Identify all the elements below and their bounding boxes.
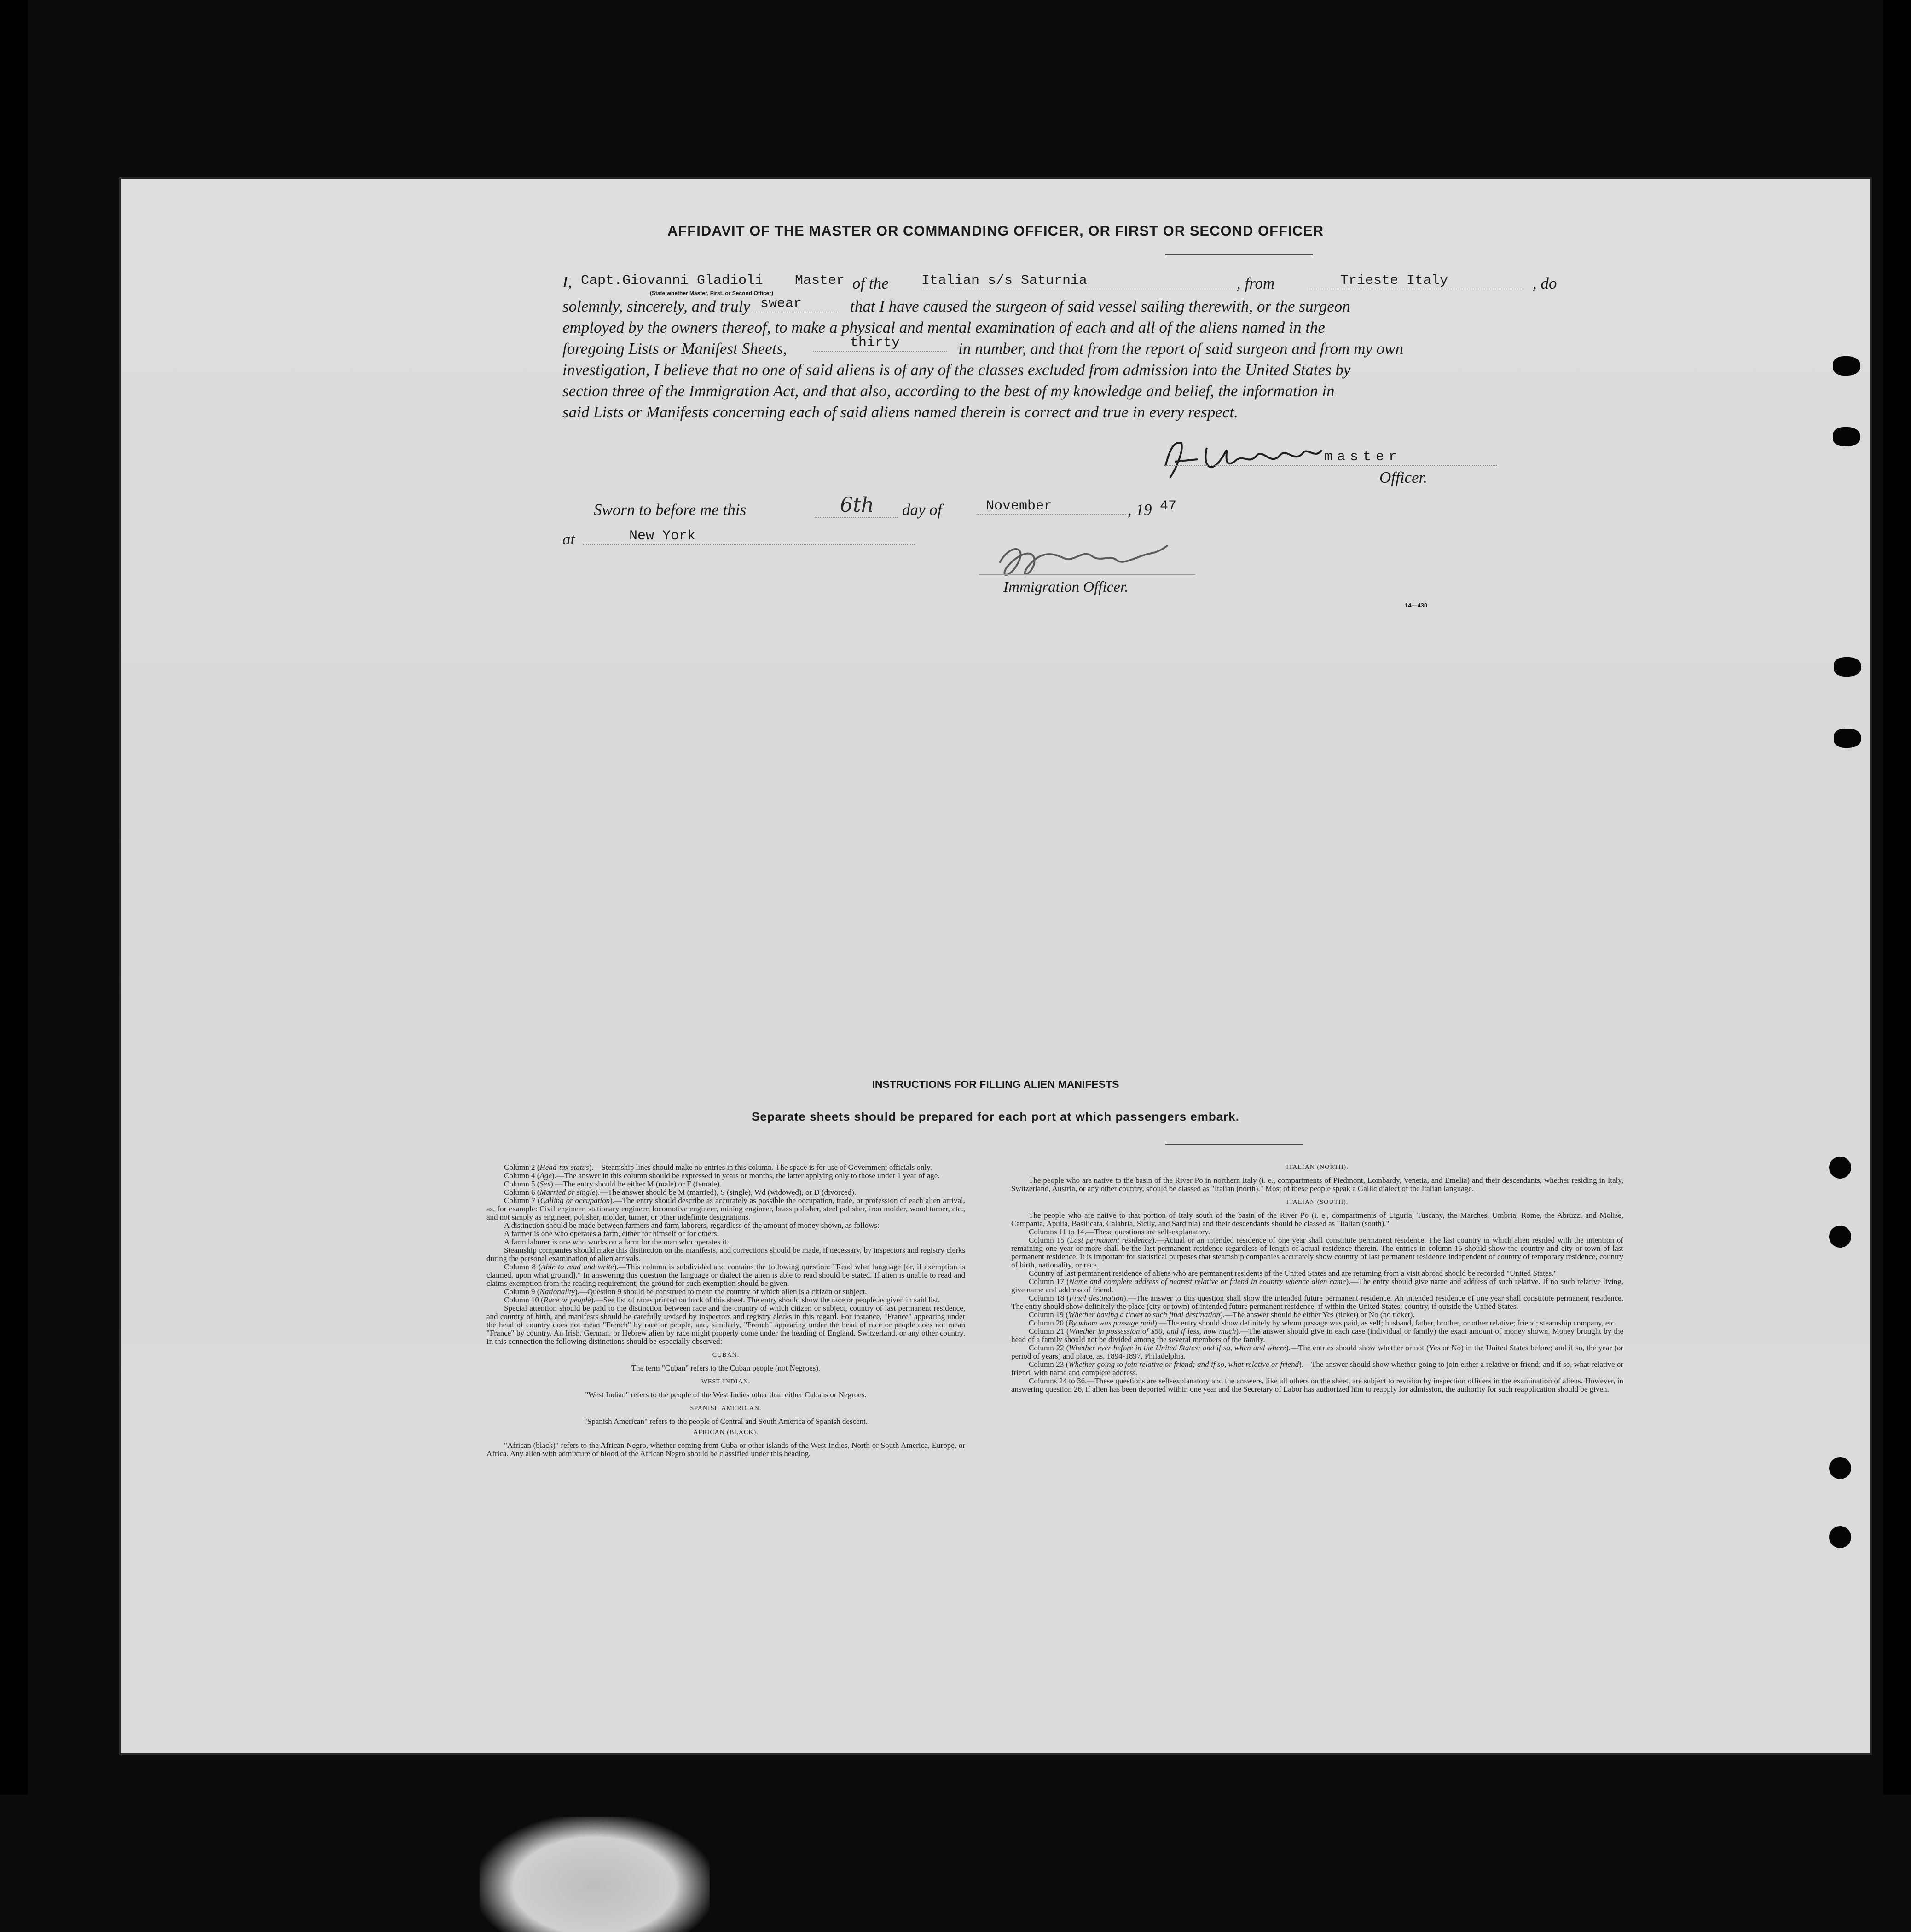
- definition-text: "African (black)" refers to the African Negro, whether coming from Cuba or other islands of the West Indies, North or South America, Europe, or Africa. Any alien with admixture of blood of the African Negro should be classified under this heading.: [486, 1441, 965, 1458]
- section-heading: AFRICAN (BLACK).: [693, 1429, 759, 1436]
- sworn-day: 6th: [815, 493, 898, 518]
- definition-text: The people who are native to that portion of Italy south of the basin of the River Po (i. e., compartments of Liguria, Tuscany, the Marches, Umbria, Rome, the Abruzzi and Molise, Campania, Apulia, Basilicata, Calabria, Sicily, and Sardinia) and their descendants should be classed as "Italian (south).": [1011, 1211, 1623, 1228]
- manifest-count-rest: in number, and that from the report of said surgeon and from my own: [958, 340, 1404, 358]
- form-number: 14—430: [1405, 602, 1428, 609]
- punch-hole-icon: [1829, 1457, 1851, 1479]
- master-rank: Master: [795, 273, 845, 289]
- title-rule: [1165, 254, 1313, 255]
- definition-text: "Spanish American" refers to the people of Central and South America of Spanish descent.: [584, 1417, 868, 1426]
- instruction-column-23: Column 23 (Whether going to join relative or friend; and if so, what relative or friend).—The answer should show whether going to join either a relative or friend; and if so, what relative or friend, with name and complete address.: [1011, 1360, 1624, 1377]
- instruction-column-10: Column 10 (Race or people).—See list of races printed on back of this sheet. The entry should show the race or people as given in said list.: [504, 1296, 940, 1304]
- of-the-label: of the: [852, 274, 889, 292]
- vessel-name: Italian s/s Saturnia: [921, 273, 1244, 289]
- punch-hole-icon: [1829, 1226, 1851, 1248]
- instructions-left-column: [486, 1163, 965, 1458]
- instruction-paragraph: A distinction should be made between farmers and farm laborers, regardless of the amount of money shown, as follows:: [504, 1221, 880, 1230]
- instruction-column-9: Column 9 (Nationality).—Question 9 should be construed to mean the country of which alien is a citizen or subject.: [504, 1287, 867, 1296]
- day-of-label: day of: [902, 501, 942, 519]
- immigration-officer-signature: [990, 535, 1175, 586]
- instruction-paragraph: A farm laborer is one who works on a farm for the man who operates it.: [504, 1238, 729, 1246]
- sworn-label: Sworn to before me this: [594, 501, 747, 519]
- punch-hole-icon: [1829, 1157, 1851, 1179]
- instruction-column-19: Column 19 (Whether having a ticket to such final destination).—The answer should be either Yes (ticket) or No (no ticket).: [1029, 1310, 1415, 1319]
- section-heading: ITALIAN (NORTH).: [1286, 1164, 1349, 1171]
- instruction-paragraph: Columns 11 to 14.—These questions are self-explanatory.: [1029, 1227, 1210, 1236]
- binder-clip-icon: [1833, 356, 1860, 376]
- instruction-paragraph: A farmer is one who operates a farm, either for himself or for others.: [504, 1229, 719, 1238]
- section-heading: SPANISH AMERICAN.: [690, 1405, 762, 1412]
- definition-text: The people who are native to the basin of the River Po in northern Italy (i. e., compartments of Piedmont, Lombardy, Venetia, and Emelia) and their descendants, whether residing in Italy, Switzerland, Austria, or any other country, should be classed as "Italian (north)." Most of these people speak a Gallic dialect of the Italian language.: [1011, 1176, 1623, 1193]
- paper-damage: [480, 1817, 710, 1932]
- instructions-title: INSTRUCTIONS FOR FILLING ALIEN MANIFESTS: [872, 1078, 1119, 1090]
- rank-hint: (State whether Master, First, or Second Officer): [650, 290, 774, 296]
- officer-label: Officer.: [1379, 469, 1428, 486]
- signer-title: master: [1165, 449, 1497, 466]
- binder-clip-icon: [1834, 729, 1861, 748]
- oath-intro: solemnly, sincerely, and truly: [562, 297, 750, 315]
- instruction-column-5: Column 5 (Sex).—The entry should be either M (male) or F (female).: [504, 1180, 722, 1188]
- manifest-count-intro: foregoing Lists or Manifest Sheets,: [562, 340, 787, 358]
- manifest-page: [121, 179, 1870, 1753]
- master-name: Capt.Giovanni Gladioli: [581, 273, 764, 289]
- definition-text: "West Indian" refers to the people of the West Indies other than either Cubans or Negroes.: [585, 1390, 867, 1399]
- section-heading: WEST INDIAN.: [701, 1378, 751, 1385]
- instruction-paragraph: Steamship companies should make this distinction on the manifests, and corrections should be made, if necessary, by inspectors and registry clerks during the personal examination of alien arrivals.: [486, 1246, 965, 1263]
- scan-border-left: [0, 0, 28, 1795]
- instruction-paragraph: Columns 24 to 36.—These questions are self-explanatory and the answers, like all others on the sheet, are subject to revision by inspection officers in the examination of aliens. However, in answering question 26, if alien has been deported within one year and the Secretary of Labor has authorized him to reapply for admission, the authority for such reapplication should be given.: [1011, 1377, 1623, 1394]
- instruction-column-4: Column 4 (Age).—The answer in this column should be expressed in years or months, the latter applying only to those under 1 year of age.: [504, 1171, 940, 1180]
- affidavit-prefix: I,: [562, 273, 572, 291]
- instruction-column-6: Column 6 (Married or single).—The answer should be M (married), S (single), Wd (widowed), or D (divorced).: [504, 1188, 857, 1197]
- binder-clip-icon: [1834, 657, 1861, 677]
- instructions-right-column: [1011, 1163, 1623, 1394]
- instruction-column-22: Column 22 (Whether ever before in the United States; and if so, when and where).—The entries should show whether or not (Yes or No) in the United States before; and if so, the year (or period of years) and place, as, 1894-1897, Philadelphia.: [1011, 1343, 1623, 1360]
- instruction-column-18: Column 18 (Final destination).—The answer to this question shall show the intended future permanent residence. An intended residence of one year shall constitute permanent residence. The entry should show definitely the place (city or town) of intended future permanent residence, if within the United States; country, if outside the United States.: [1011, 1294, 1623, 1311]
- instruction-column-21: Column 21 (Whether in possession of $50, and if less, how much).—The answer should give in each case (individual or family) the exact amount of money shown. Money brought by the head of a family should not be divided among the several members of the family.: [1011, 1327, 1623, 1344]
- affidavit-title: AFFIDAVIT OF THE MASTER OR COMMANDING OFFICER, OR FIRST OR SECOND OFFICER: [667, 223, 1324, 239]
- affidavit-line-3: employed by the owners thereof, to make a physical and mental examination of each and all of the aliens named in the: [562, 318, 1325, 336]
- instructions-subtitle: Separate sheets should be prepared for each port at which passengers embark.: [752, 1110, 1239, 1123]
- instruction-column-15: Column 15 (Last permanent residence).—Actual or an intended residence of one year shall constitute permanent residence. The last country in which alien resided with the intention of remaining one year or more shall be the last permanent residence regardless of length of actual residence therein. The entries in column 15 should show the country and city or town of last permanent residence. It is important for statistical purposes that steamship companies accurately show country of last permanent residence independent of country of temporary residence, country of birth, nationality, or race.: [1011, 1236, 1623, 1269]
- binder-clip-icon: [1833, 427, 1860, 446]
- do-label: , do: [1533, 274, 1557, 292]
- section-heading: CUBAN.: [712, 1352, 740, 1359]
- sworn-month: November: [977, 498, 1126, 515]
- immigration-officer-label: Immigration Officer.: [1003, 579, 1129, 596]
- scan-border-right: [1883, 0, 1911, 1795]
- affidavit-line-6: section three of the Immigration Act, and that also, according to the best of my knowledge and belief, the information in: [562, 382, 1335, 400]
- at-label: at: [562, 530, 575, 548]
- oath-text: that I have caused the surgeon of said vessel sailing therewith, or the surgeon: [850, 297, 1350, 315]
- manifest-sheet-count: thirty: [813, 335, 947, 352]
- sworn-place: New York: [583, 528, 915, 545]
- departure-port: Trieste Italy: [1308, 273, 1524, 289]
- instruction-paragraph: Special attention should be paid to the distinction between race and the country of which citizen or subject, country of last permanent residence, and country of birth, and manifests should be carefully revised by inspectors and registry clerks in this regard. For instance, "France" appearing under the head of country does not mean "French" by race or people, and, similarly, "French" appearing under the head of race or people does not mean "France" by country. An Irish, German, or Hebrew alien by race might properly come under the heading of England, Switzerland, or any other country. In this connection the following distinctions should be especially observed:: [486, 1304, 965, 1346]
- year-prefix: , 19: [1128, 501, 1152, 519]
- officer-signature-line: [979, 574, 1195, 575]
- from-label: , from: [1237, 274, 1275, 292]
- oath-type: swear: [751, 296, 839, 312]
- instruction-paragraph: Country of last permanent residence of aliens who are permanent residents of the United States and are returning from a visit abroad should be recorded "United States.": [1029, 1269, 1557, 1278]
- affidavit-line-7: said Lists or Manifests concerning each of said aliens named therein is correct and true in every respect.: [562, 403, 1238, 421]
- instructions-rule: [1165, 1144, 1303, 1145]
- section-heading: ITALIAN (SOUTH).: [1286, 1199, 1349, 1206]
- instruction-column-20: Column 20 (By whom was passage paid).—The entry should show definitely by whom passage was paid, as self; husband, father, brother, or other relative; friend; steamship company, etc.: [1029, 1319, 1616, 1327]
- definition-text: The term "Cuban" refers to the Cuban people (not Negroes).: [631, 1364, 821, 1372]
- instruction-column-7: Column 7 (Calling or occupation).—The entry should describe as accurately as possible the occupation, trade, or profession of each alien arrival, as, for example: Civil engineer, stationary engineer, locomotive engineer, mining engineer, brass polisher, steel polisher, iron molder, wood turner, etc., and not simply as engineer, polisher, molder, turner, or other indefinite designations.: [486, 1196, 965, 1221]
- instruction-column-8: Column 8 (Able to read and write).—This column is subdivided and contains the following question: "Read what language [or, if exemption is claimed, upon what ground]." In answering this question the language or dialect the alien is able to read should be stated. If alien is unable to read and claims exemption from the reading requirement, the ground for such exemption should be given.: [486, 1262, 965, 1288]
- instruction-column-17: Column 17 (Name and complete address of nearest relative or friend in country whence alien came).—The entry should give name and address of such relative. If no such relative living, give name and address of friend.: [1011, 1277, 1623, 1294]
- affidavit-line-5: investigation, I believe that no one of said aliens is of any of the classes excluded from admission into the United States by: [562, 361, 1351, 379]
- punch-hole-icon: [1829, 1526, 1851, 1548]
- instruction-column-2: Column 2 (Head-tax status).—Steamship lines should make no entries in this column. The space is for use of Government officials only.: [504, 1163, 932, 1172]
- sworn-year: 47: [1160, 498, 1177, 514]
